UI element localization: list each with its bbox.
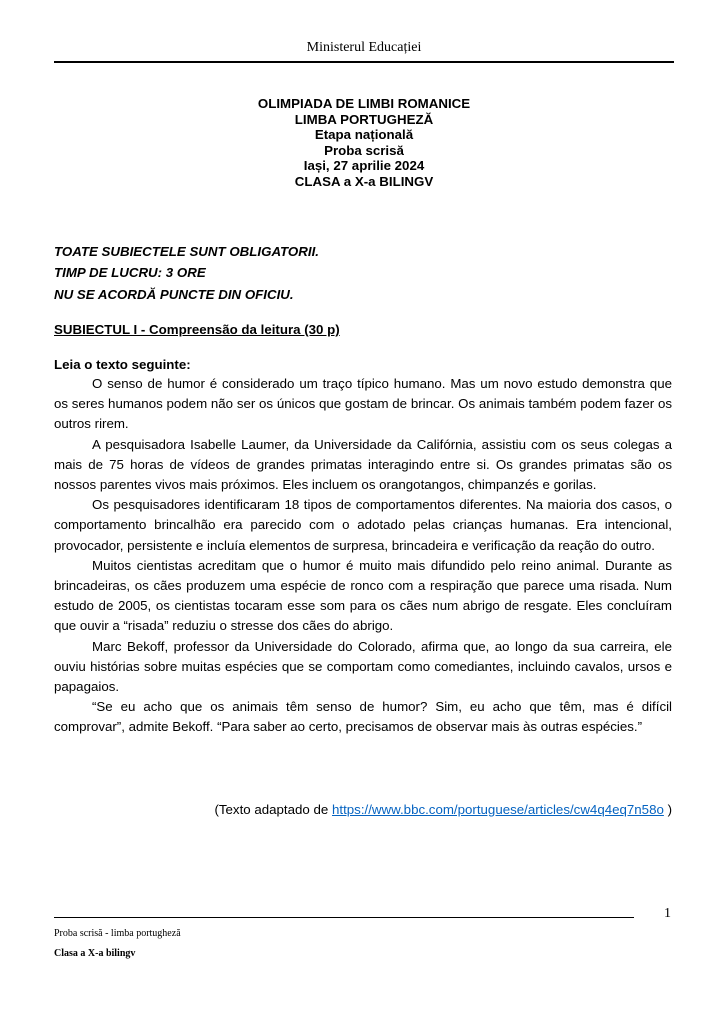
instruction-time: TIMP DE LUCRU: 3 ORE [54,265,206,281]
page-number: 1 [664,906,671,921]
olympiad-title: OLIMPIADA DE LIMBI ROMANICE [257,96,471,111]
language-title: LIMBA PORTUGHEZĂ [294,111,434,127]
stage-title: Etapa națională [314,127,414,143]
footer-subject: Proba scrisă - limba portugheză [54,928,181,939]
passage-paragraph: Os pesquisadores identificaram 18 tipos de comportamentos diferentes. Na maioria dos casos, o comportamento brincalhão era parecido com o adotado pelas crianças humanas. Era intencional, provocador, persistente e incluía elementos de surpresa, brincadeira e verificação da reação do outro. [54,497,672,553]
passage-paragraph: “Se eu acho que os animais têm senso de humor? Sim, eu acho que têm, mas é difícil comprovar”, admite Bekoff. “Para saber ao certo, precisamos de observar mais às outras espécies.” [54,699,672,735]
footer-class: Clasa a X-a bilingv [54,948,136,959]
instruction-points: NU SE ACORDĂ PUNCTE DIN OFICIU. [54,286,294,302]
instructions-block [54,241,674,305]
class-label: CLASA a X-a BILINGV [294,173,434,189]
section-title: SUBIECTUL I - Compreensão da leitura (30 p) [54,322,340,337]
instruction-mandatory: TOATE SUBIECTELE SUNT OBLIGATORII. [54,244,319,259]
exam-location-date: Iași, 27 aprilie 2024 [303,158,425,174]
exam-title-block [54,96,674,190]
passage-paragraph: Muitos cientistas acreditam que o humor é muito mais difundido pelo reino animal. Durante as brincadeiras, os cães produzem uma espécie de ronco com a respiração que parece uma risada. Num estudo de 2005, os cientistas tocaram esse som para os cães num abrigo de resgate. Eles concluíram que ouvir a “risada” reduziu o stresse dos cães do abrigo. [54,557,672,634]
source-prefix: (Texto adaptado de [214,802,332,817]
reading-passage [54,374,672,738]
reading-prompt: Leia o texto seguinte: [54,357,191,372]
header-divider [54,61,674,63]
source-citation [214,802,672,817]
ministry-header: Ministerul Educației [306,40,422,55]
source-link[interactable]: https://www.bbc.com/portuguese/articles/cw4q4eq7n58o [332,802,664,817]
source-suffix: ) [663,802,672,817]
passage-paragraph: A pesquisadora Isabelle Laumer, da Universidade da Califórnia, assistiu com os seus colegas a mais de 75 horas de vídeos de grandes primatas interagindo entre si. Os grandes primatas são os nossos parentes vivos mais próximos. Eles incluem os orangotangos, chimpanzés e gorilas. [54,436,672,493]
passage-paragraph: O senso de humor é considerado um traço típico humano. Mas um novo estudo demonstra que os seres humanos podem não ser os únicos que gostam de brincar. Os animais também podem fazer os outros rirem. [54,376,672,432]
passage-paragraph: Marc Bekoff, professor da Universidade do Colorado, afirma que, ao longo da sua carreira, ele ouviu histórias sobre muitas espécies que se comportam como comediantes, incluindo cavalos, ursos e papagaios. [54,638,672,695]
footer-divider [54,917,634,918]
test-type: Proba scrisă [324,142,404,158]
